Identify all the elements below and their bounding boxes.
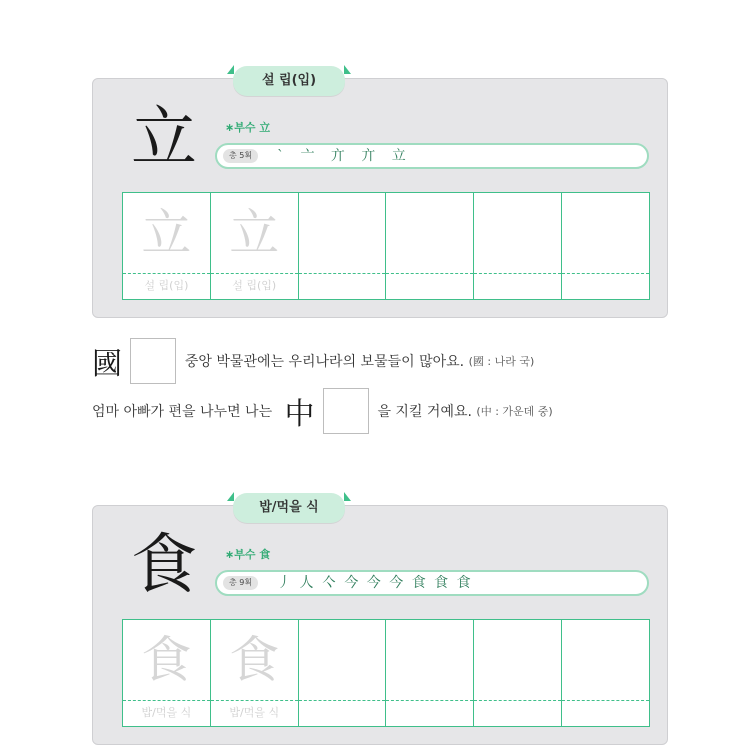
guide-line (474, 700, 561, 701)
practice-cell-trace[interactable] (211, 193, 299, 299)
stroke-steps: 丿 人 亽 今 今 今 食 食 食 (277, 575, 473, 591)
practice-cell-empty[interactable] (386, 193, 474, 299)
guide-line (562, 700, 649, 701)
stroke-order-bar (215, 570, 649, 596)
guide-line (299, 700, 386, 701)
stroke-steps: ` 亠 亣 亣 立 (277, 148, 412, 164)
sentence-hanja: 中 (284, 397, 315, 432)
guide-line (211, 273, 298, 274)
trace-char: 立 (229, 204, 280, 262)
trace-char: 食 (141, 631, 192, 689)
sentence-hanja: 國 (92, 347, 122, 382)
practice-cell-empty[interactable] (562, 620, 649, 726)
practice-grid (122, 619, 650, 727)
trace-label: 밥/먹을 식 (141, 706, 192, 719)
stroke-order-bar (215, 143, 649, 169)
answer-box[interactable] (323, 388, 369, 434)
card-title: 설 립(입) (233, 66, 345, 96)
sentence-text-pre: 엄마 아빠가 편을 나누면 나는 (92, 404, 273, 420)
practice-cell-empty[interactable] (386, 620, 474, 726)
trace-char: 食 (229, 631, 280, 689)
practice-cell-empty[interactable] (299, 193, 387, 299)
hanja-card-2 (92, 500, 668, 745)
card-title: 밥/먹을 식 (233, 493, 345, 523)
sentence-note: (國 : 나라 국) (468, 355, 535, 368)
trace-label: 설 립(입) (144, 279, 189, 292)
radical-label: ∗부수 立 (225, 121, 271, 134)
sentence-text-post: 을 지킬 거예요. (377, 404, 472, 420)
guide-line (123, 700, 210, 701)
trace-label: 설 립(입) (232, 279, 277, 292)
practice-cell-trace[interactable] (211, 620, 299, 726)
sentence-note: (中 : 가운데 중) (476, 405, 553, 418)
guide-line (386, 700, 473, 701)
sentence-2 (92, 388, 553, 434)
practice-cell-empty[interactable] (474, 620, 562, 726)
hanja-main-char: 食 (131, 526, 197, 603)
practice-cell-trace[interactable] (123, 620, 211, 726)
hanja-main-char: 立 (131, 99, 197, 176)
trace-char: 立 (141, 204, 192, 262)
practice-cell-empty[interactable] (299, 620, 387, 726)
practice-cell-trace[interactable] (123, 193, 211, 299)
guide-line (386, 273, 473, 274)
stroke-count-badge: 총 9획 (223, 576, 258, 590)
guide-line (211, 700, 298, 701)
sentence-text: 중앙 박물관에는 우리나라의 보물들이 많아요. (184, 354, 465, 370)
sentence-1 (92, 338, 534, 384)
stroke-count-badge: 총 5획 (223, 149, 258, 163)
practice-grid (122, 192, 650, 300)
guide-line (562, 273, 649, 274)
guide-line (474, 273, 561, 274)
practice-cell-empty[interactable] (474, 193, 562, 299)
guide-line (123, 273, 210, 274)
practice-cell-empty[interactable] (562, 193, 649, 299)
trace-label: 밥/먹을 식 (229, 706, 280, 719)
guide-line (299, 273, 386, 274)
answer-box[interactable] (130, 338, 176, 384)
radical-label: ∗부수 食 (225, 548, 271, 561)
hanja-card-1 (92, 73, 668, 318)
